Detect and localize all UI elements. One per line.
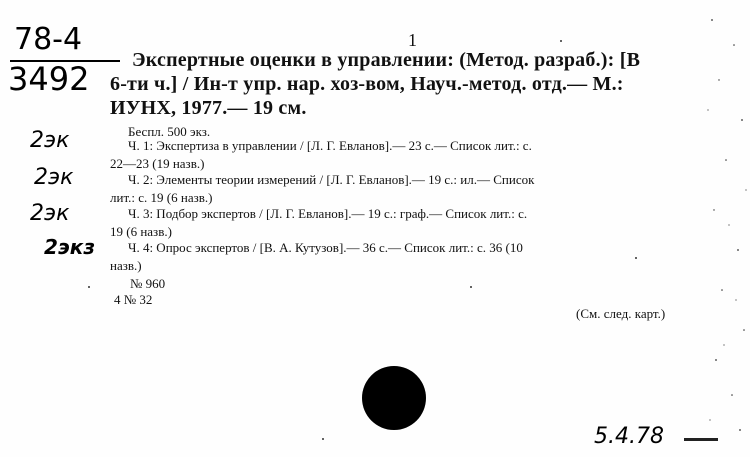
scan-noise-edge xyxy=(704,0,750,457)
copy-note-4: 2экз xyxy=(44,235,95,259)
part-2-line-1: Ч. 2: Элементы теории измерений / [Л. Г. Евланов].— 19 с.: ил.— Список xyxy=(128,172,535,187)
date-note: 5.4.78 xyxy=(594,424,664,449)
page-number: 1 xyxy=(408,30,417,50)
speck xyxy=(322,438,324,440)
copy-note-2: 2эк xyxy=(34,165,74,190)
part-4-line-2: назв.) xyxy=(110,258,142,273)
main-line-2: 6-ти ч.] / Ин-т упр. нар. хоз-вом, Науч.-метод. отд.— М.: xyxy=(110,73,624,95)
part-1-line-1: Ч. 1: Экспертиза в управлении / [Л. Г. Евланов].— 23 с.— Список лит.: с. xyxy=(128,138,532,153)
inventory-number: 3492 xyxy=(8,60,90,98)
record-number: № 960 xyxy=(130,276,166,291)
main-line-3: ИУНХ, 1977.— 19 см. xyxy=(110,97,307,119)
part-2-line-2: лит.: с. 19 (6 назв.) xyxy=(110,190,213,205)
edition-note: Беспл. 500 экз. xyxy=(128,124,211,139)
copy-note-3: 2эк xyxy=(30,201,70,226)
speck xyxy=(470,286,472,288)
speck xyxy=(635,257,637,259)
speck xyxy=(560,40,562,42)
part-3-line-1: Ч. 3: Подбор экспертов / [Л. Г. Евланов].— 19 с.: граф.— Список лит.: с. xyxy=(128,206,528,221)
part-3-line-2: 19 (6 назв.) xyxy=(110,224,172,239)
punch-hole xyxy=(362,366,426,430)
copy-note-1: 2эк xyxy=(30,128,70,153)
speck xyxy=(88,286,90,288)
part-1-line-2: 22—23 (19 назв.) xyxy=(110,156,205,171)
shelf-mark: 78-4 xyxy=(14,22,83,57)
main-line-1: Экспертные оценки в управлении: (Метод. разраб.): [В xyxy=(132,49,641,71)
register-number: 4 № 32 xyxy=(114,292,153,307)
continuation-note: (См. след. карт.) xyxy=(576,306,666,321)
part-4-line-1: Ч. 4: Опрос экспертов / [В. А. Кутузов].— 36 с.— Список лит.: с. 36 (10 xyxy=(128,240,523,255)
